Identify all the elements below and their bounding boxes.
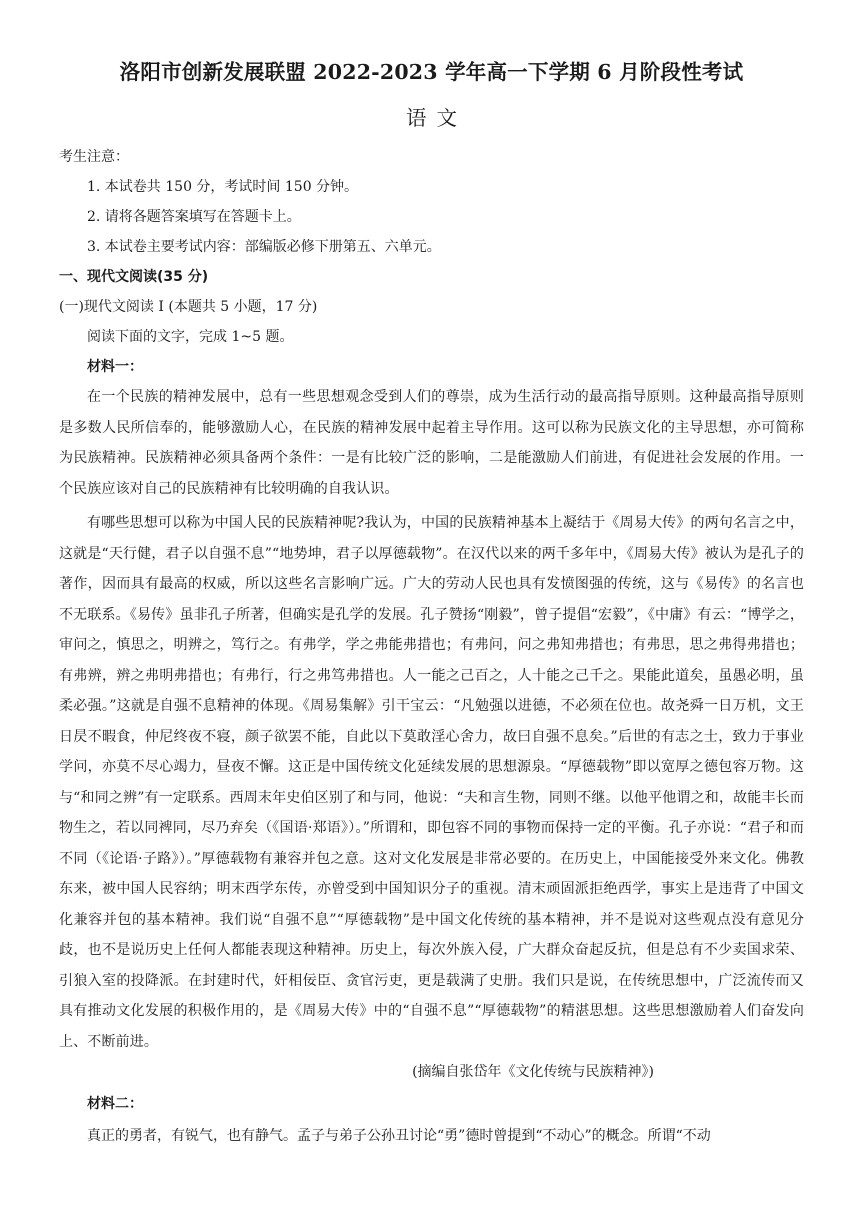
subsection-heading: (一)现代文阅读 I (本题共 5 小题，17 分) (59, 299, 318, 315)
notice-item: 2. 请将各题答案填写在答题卡上。 (87, 209, 301, 225)
source-citation: (摘编自张岱年《文化传统与民族精神》) (412, 1064, 654, 1080)
material-heading: 材料一： (87, 359, 143, 375)
notice-item: 1. 本试卷共 150 分，考试时间 150 分钟。 (87, 179, 359, 195)
body-paragraph: 真正的勇者，有锐气，也有静气。孟子与弟子公孙丑讨论“勇”德时曾提到“不动心”的概念。所谓“不动 (87, 1128, 711, 1144)
subject-title: 语文 (406, 106, 467, 130)
notice-item: 3. 本试卷主要考试内容：部编版必修下册第五、六单元。 (87, 239, 441, 255)
notice-heading: 考生注意： (59, 149, 129, 165)
section-heading: 一、现代文阅读(35 分) (59, 269, 209, 285)
body-paragraph: 有哪些思想可以称为中国人民的民族精神呢?我认为，中国的民族精神基本上凝结于《周易大传》的两句名言之中，这就是“天行健，君子以自强不息”“地势坤，君子以厚德载物”。在汉代以来的两千多年中，《周易大传》被认为是孔子的著作，因而具有最高的权威，所以这些名言影响广远。广大的劳动人民也具有发愤图强的传统，这与《易传》的名言也不无联系。《易传》虽非孔子所著，但确实是孔学的发展。孔子赞扬“刚毅”，曾子提倡“宏毅”，《中庸》有云：“博学之，审问之，慎思之，明辨之，笃行之。有弗学，学之弗能弗措也；有弗问，问之弗知弗措也；有弗思，思之弗得弗措也；有弗辨，辨之弗明弗措也；有弗行，行之弗笃弗措也。人一能之己百之，人十能之己千之。果能此道矣，虽愚必明，虽柔必强。”这就是自强不息精神的体现。《周易集解》引干宝云：“凡勉强以进德，不必须在位也。故尧舜一日万机，文王日昃不暇食，仲尼终夜不寝，颜子欲罢不能，自此以下莫敢淫心舍力，故曰自强不息矣。”后世的有志之士，致力于事业学问，亦莫不尽心竭力，昼夜不懈。这正是中国传统文化延续发展的思想源泉。“厚德载物”即以宽厚之德包容万物。这与“和同之辨”有一定联系。西周末年史伯区别了和与同，他说：“夫和言生物，同则不继。以他平他谓之和，故能丰长而物生之，若以同裨同，尽乃弃矣（《国语·郑语》）。”所谓和，即包容不同的事物而保持一定的平衡。孔子亦说：“君子和而不同（《论语·子路》）。”厚德载物有兼容并包之意。这对文化发展是非常必要的。在历史上，中国能接受外来文化。佛教东来，被中国人民容纳；明末西学东传，亦曾受到中国知识分子的重视。清末顽固派拒绝西学，事实上是违背了中国文化兼容并包的基本精神。我们说“自强不息”“厚德载物”是中国文化传统的基本精神，并不是说对这些观点没有意见分歧，也不是说历史上任何人都能表现这种精神。历史上，每次外族入侵，广大群众奋起反抗，但是总有不少卖国求荣、引狼入室的投降派。在封建时代，奸相佞臣、贪官污吏，更是载满了史册。我们只是说，在传统思想中，广泛流传而又具有推动文化发展的积极作用的，是《周易大传》中的“自强不息”“厚德载物”的精湛思想。这些思想激励着人们奋发向上、不断前进。 (59, 515, 804, 1050)
reading-instruction: 阅读下面的文字，完成 1~5 题。 (87, 329, 294, 345)
material-heading: 材料二： (87, 1096, 143, 1112)
body-paragraph: 在一个民族的精神发展中，总有一些思想观念受到人们的尊崇，成为生活行动的最高指导原则。这种最高指导原则是多数人民所信奉的，能够激励人心，在民族的精神发展中起着主导作用。这可以称为民族文化的主导思想，亦可简称为民族精神。民族精神必须具备两个条件：一是有比较广泛的影响，二是能激励人们前进，有促进社会发展的作用。一个民族应该对自己的民族精神有比较明确的自我认识。 (59, 389, 804, 497)
exam-title: 洛阳市创新发展联盟 2022-2023 学年高一下学期 6 月阶段性考试 (119, 60, 744, 84)
